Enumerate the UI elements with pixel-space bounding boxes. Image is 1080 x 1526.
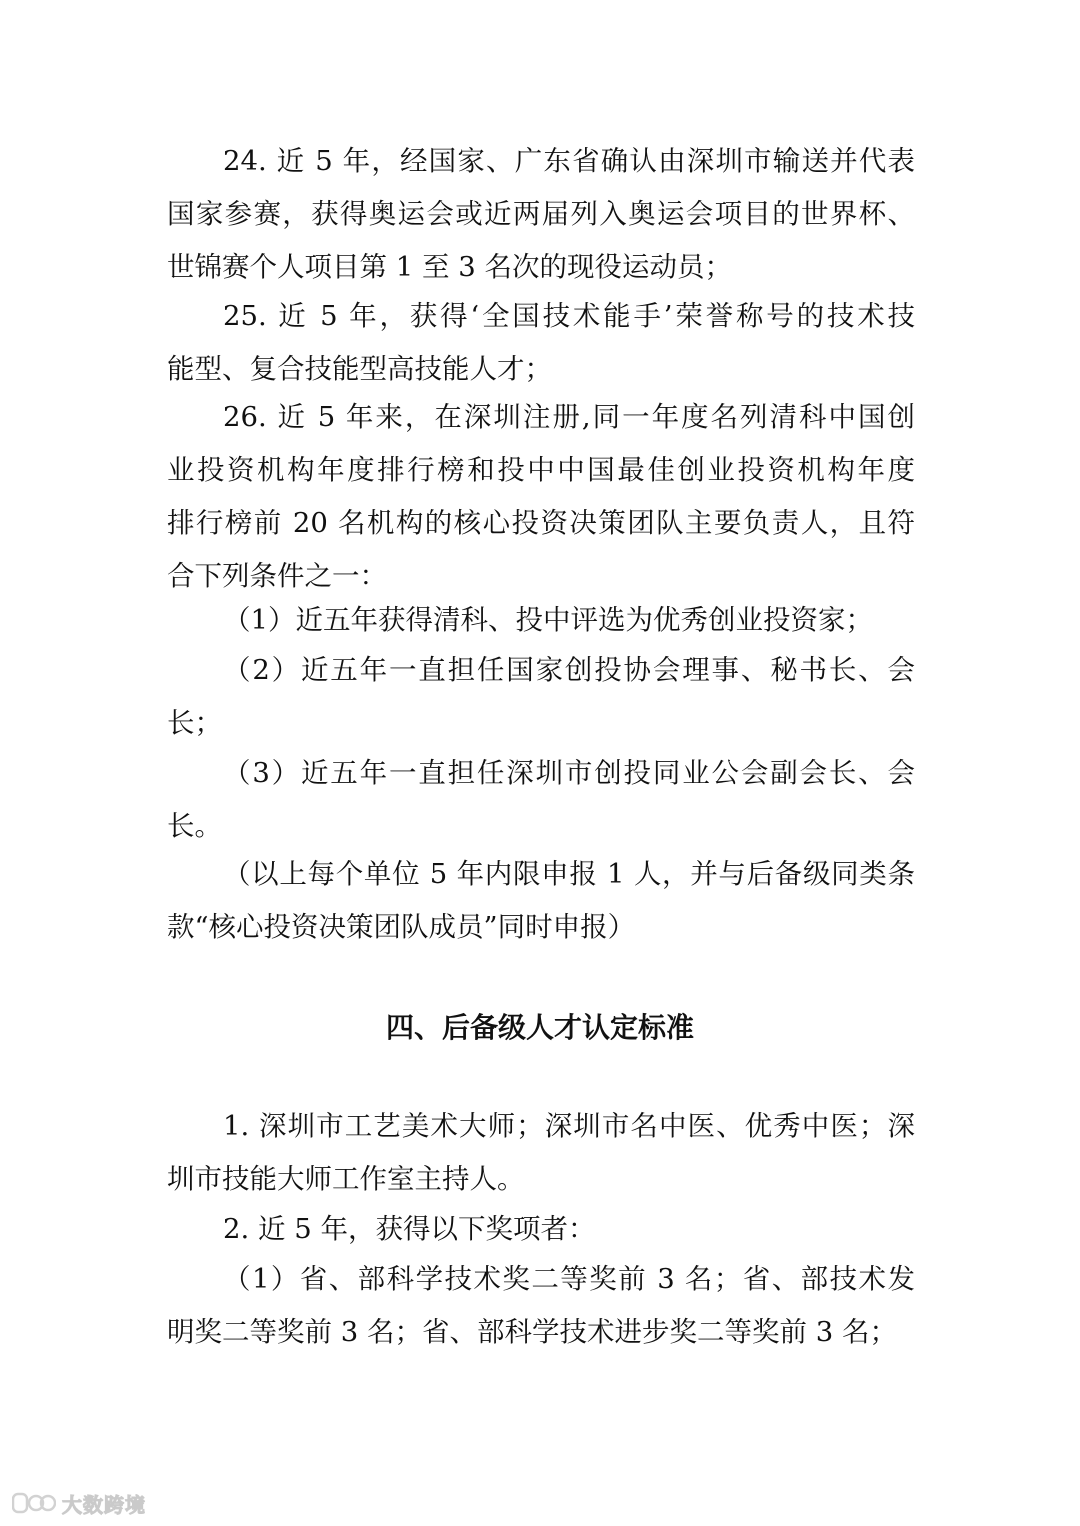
reserve-item-2-1 bbox=[167, 1253, 915, 1359]
text-line: 长； bbox=[167, 707, 222, 739]
text-line: 圳市技能大师工作室主持人。 bbox=[167, 1163, 525, 1195]
text-line: （以上每个单位 5 年内限申报 1 人，并与后备级同类条 bbox=[223, 858, 915, 890]
item-25 bbox=[167, 290, 915, 396]
text-line: 长。 bbox=[167, 810, 222, 842]
condition-2 bbox=[167, 644, 915, 750]
note-paragraph bbox=[167, 848, 915, 954]
reserve-item-2 bbox=[167, 1203, 915, 1256]
text-line: 国家参赛，获得奥运会或近两届列入奥运会项目的世界杯、 bbox=[167, 198, 915, 230]
text-line: 排行榜前 20 名机构的核心投资决策团队主要负责人，且符 bbox=[167, 507, 915, 539]
watermark bbox=[12, 1488, 146, 1518]
text-line: （1）省、部科学技术奖二等奖前 3 名；省、部技术发 bbox=[223, 1263, 915, 1295]
text-line: 明奖二等奖前 3 名；省、部科学技术进步奖二等奖前 3 名； bbox=[167, 1316, 897, 1348]
text-line: 能型、复合技能型高技能人才； bbox=[167, 353, 552, 385]
watermark-logo-icon bbox=[12, 1491, 56, 1515]
item-26 bbox=[167, 391, 915, 603]
text-line: 1. 深圳市工艺美术大师；深圳市名中医、优秀中医；深 bbox=[223, 1110, 915, 1142]
text-line: （2）近五年一直担任国家创投协会理事、秘书长、会 bbox=[223, 654, 915, 686]
text-line: 款“核心投资决策团队成员”同时申报） bbox=[167, 911, 636, 943]
text-line: 26. 近 5 年来，在深圳注册,同一年度名列清科中国创 bbox=[223, 401, 915, 433]
text-line: 业投资机构年度排行榜和投中中国最佳创业投资机构年度 bbox=[167, 454, 915, 486]
section-heading: 四、后备级人才认定标准 bbox=[385, 1011, 694, 1044]
text-line: 合下列条件之一： bbox=[167, 560, 387, 592]
text-line: 2. 近 5 年，获得以下奖项者： bbox=[223, 1213, 596, 1245]
text-line: 世锦赛个人项目第 1 至 3 名次的现役运动员； bbox=[167, 251, 732, 283]
condition-3 bbox=[167, 747, 915, 853]
text-line: 24. 近 5 年，经国家、广东省确认由深圳市输送并代表 bbox=[223, 145, 915, 177]
reserve-item-1 bbox=[167, 1100, 915, 1206]
watermark-text: 大数跨境 bbox=[62, 1492, 146, 1517]
text-line: 25. 近 5 年，获得‘全国技术能手’荣誉称号的技术技 bbox=[223, 300, 915, 332]
text-line: （3）近五年一直担任深圳市创投同业公会副会长、会 bbox=[223, 757, 915, 789]
text-line: （1）近五年获得清科、投中评选为优秀创业投资家； bbox=[223, 604, 873, 636]
item-24 bbox=[167, 135, 915, 294]
condition-1 bbox=[167, 594, 915, 647]
